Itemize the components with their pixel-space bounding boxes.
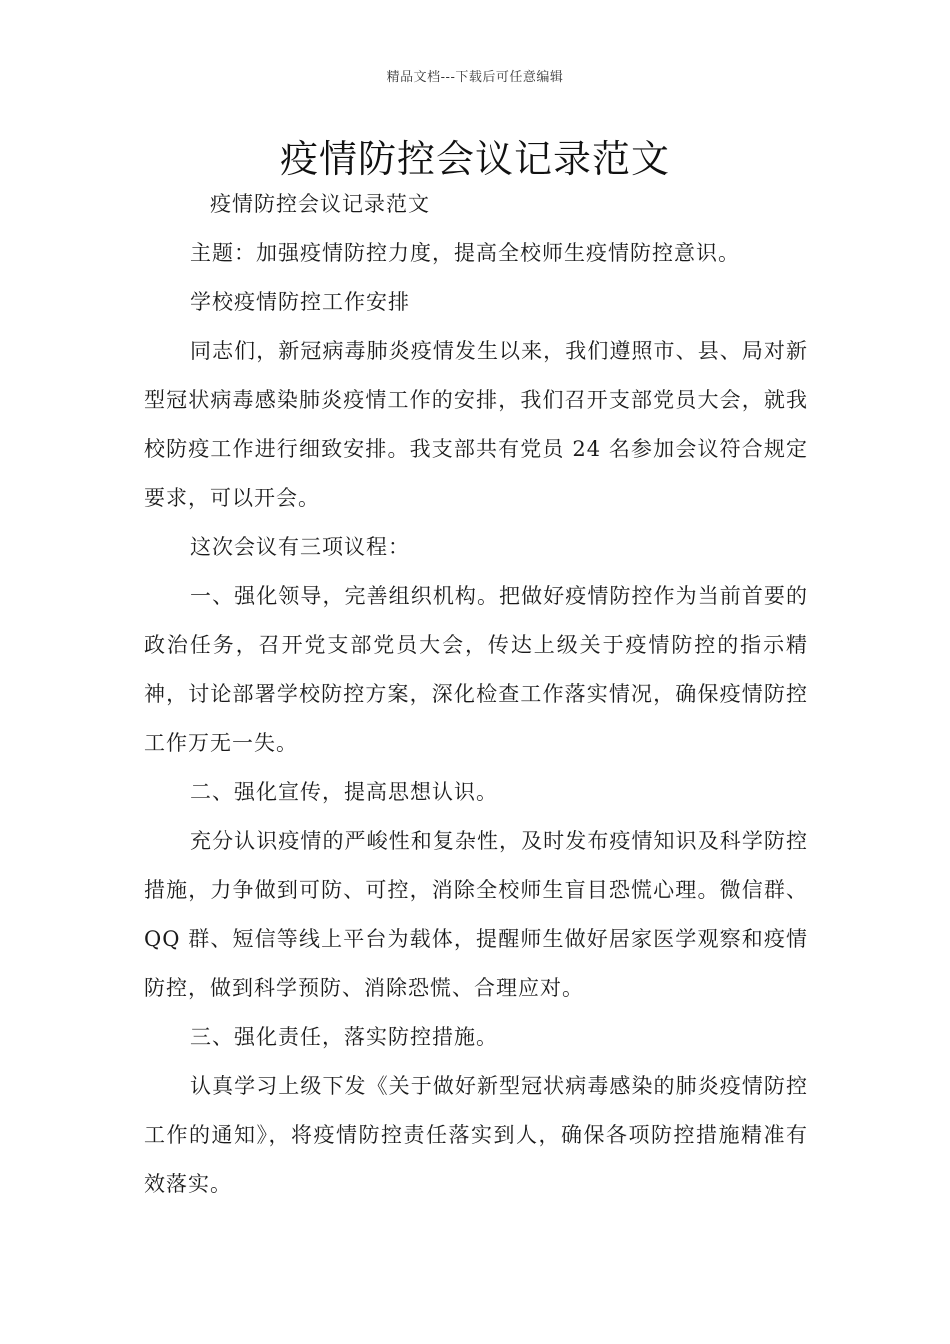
agenda-item-3-body: 认真学习上级下发《关于做好新型冠状病毒感染的肺炎疫情防控工作的通知》，将疫情防控责任落实到人，确保各项防控措施精准有效落实。	[144, 1074, 808, 1196]
subtitle-paragraph: 疫情防控会议记录范文	[210, 192, 430, 216]
agenda-item-2-heading: 二、强化宣传，提高思想认识。	[190, 780, 498, 804]
document-title: 疫情防控会议记录范文	[279, 137, 670, 181]
body-paragraph: 同志们，新冠病毒肺炎疫情发生以来，我们遵照市、县、局对新型冠状病毒感染肺炎疫情工作的安排，我们召开支部党员大会，就我校防疫工作进行细致安排。我支部共有党员 24 名参加会议符合规定要求，可以开会。	[144, 339, 808, 510]
section-heading: 学校疫情防控工作安排	[190, 290, 410, 314]
topic-paragraph: 主题：加强疫情防控力度，提高全校师生疫情防控意识。	[190, 241, 740, 265]
document-body	[144, 180, 808, 1209]
header-note: 精品文档---下载后可任意编辑	[386, 70, 564, 85]
agenda-item-2-body: 充分认识疫情的严峻性和复杂性，及时发布疫情知识及科学防控措施，力争做到可防、可控，消除全校师生盲目恐慌心理。微信群、QQ 群、短信等线上平台为载体，提醒师生做好居家医学观察和疫情防控，做到科学预防、消除恐慌、合理应对。	[144, 829, 808, 1000]
agenda-item-3-heading: 三、强化责任，落实防控措施。	[190, 1025, 498, 1049]
agenda-item-1: 一、强化领导，完善组织机构。把做好疫情防控作为当前首要的政治任务，召开党支部党员大会，传达上级关于疫情防控的指示精神，讨论部署学校防控方案，深化检查工作落实情况，确保疫情防控工作万无一失。	[144, 584, 808, 755]
agenda-intro: 这次会议有三项议程：	[190, 535, 410, 559]
